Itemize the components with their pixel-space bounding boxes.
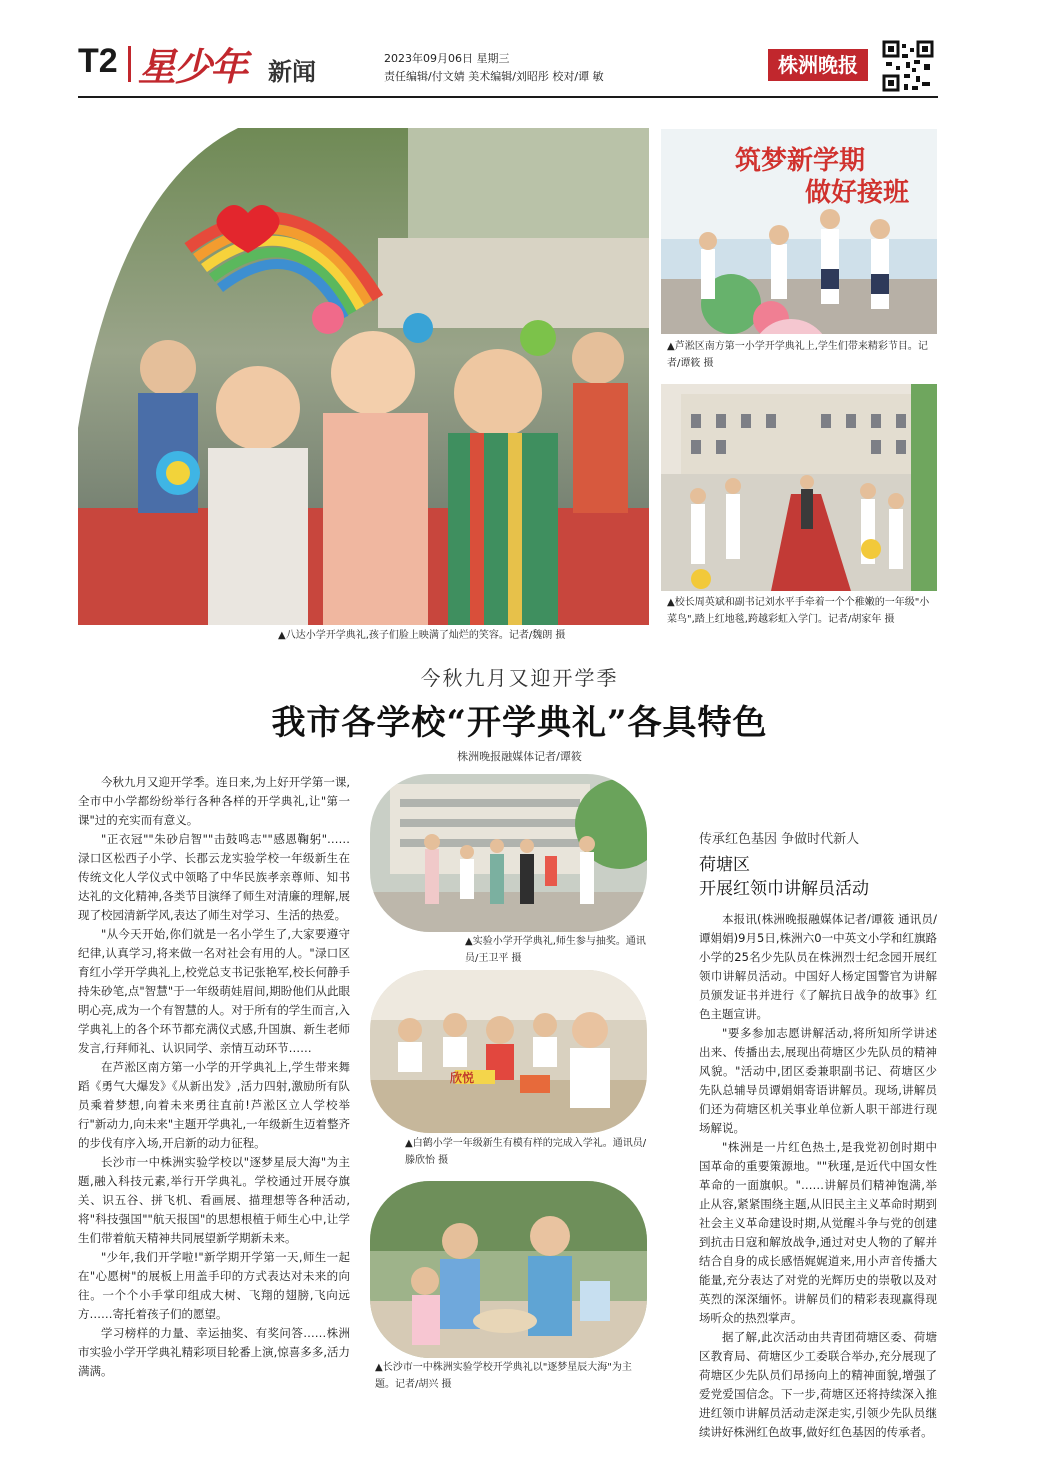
banner-line-1: 筑梦新学期 — [735, 146, 866, 176]
side-article-paragraph: 本报讯(株洲晚报融媒体记者/谭筱 通讯员/谭娟娟)9月5日,株洲六0一中英文小学和红旗路小学的25名少先队员在株洲烈士纪念园开展红领巾讲解员活动。中国好人杨定国警官为讲解员颁发证书并进行《了解抗日战争的故事》红色主题宣讲。 — [699, 912, 937, 1021]
article-headline: 我市各学校“开学典礼”各具特色 — [271, 703, 768, 743]
article-byline: 株洲晚报融媒体记者/谭筱 — [457, 750, 582, 763]
center-photo-3 — [370, 1181, 647, 1358]
center-photo-2-sign: 欣悦 — [450, 1071, 475, 1085]
top-right-caption: ▲芦淞区南方第一小学开学典礼上,学生们带来精彩节目。记者/谭筱 摄 — [667, 341, 928, 369]
section-name: 新闻 — [268, 58, 316, 86]
article-paragraph: "少年,我们开学啦!"新学期开学第一天,师生一起在"心愿树"的展板上用盖手印的方式表达对未来的向往。一个个小手掌印组成大树、飞翔的翅膀,飞向远方……寄托着孩子们的愿望。 — [78, 1250, 350, 1321]
article-paragraph: 在芦淞区南方第一小学的开学典礼上,学生带来舞蹈《勇气大爆发》《从新出发》,活力四射,激励所有队员乘着梦想,向着未来勇往直前!芦淞区立人学校举行"新动力,向未来"主题开学典礼,一年级新生迈着整齐的步伐有序入场,开启新的动力征程。 — [78, 1060, 350, 1150]
center-photo-2 — [370, 970, 647, 1133]
qr-code-icon[interactable] — [882, 40, 934, 92]
article-paragraph: 学习榜样的力量、幸运抽奖、有奖问答……株洲市实验小学开学典礼精彩项目轮番上演,惊喜多多,活力满满。 — [78, 1326, 350, 1378]
side-article-title-line2: 开展红领巾讲解员活动 — [699, 879, 869, 899]
center-photo-1 — [370, 774, 647, 932]
header-rule — [78, 96, 938, 98]
mid-right-caption: ▲校长周英斌和副书记刘水平手牵着一个个稚嫩的一年级"小菜鸟",踏上红地毯,跨越彩虹入学门。记者/胡家年 摄 — [667, 597, 930, 625]
page-label: T2 — [78, 42, 118, 80]
article-paragraph: 长沙市一中株洲实验学校以"逐梦星辰大海"为主题,融入科技元素,举行开学典礼。学校通过开展夺旗关、识五谷、拼飞机、看画展、描理想等各种活动,将"科技强国""航天报国"的思想根植于师生心中,让学生们带着航天精神共同展望新学期新未来。 — [78, 1155, 350, 1245]
brand-logo: 星少年 — [138, 45, 247, 89]
article-paragraph: "从今天开始,你们就是一名小学生了,大家要遵守纪律,认真学习,将来做一名对社会有用的人。"渌口区育红小学开学典礼上,校党总支书记张艳军,校长何静手持朱砂笔,点"智慧"于一年级萌娃眉间,期盼他们从此眼明心亮,成为一个有智慧的人。对于所有的学生而言,入学典礼上的各个环节都充满仪式感,升国旗、新生老师发言,行拜师礼、认识同学、亲情互动环节…… — [78, 927, 350, 1055]
side-article-paragraph: 据了解,此次活动由共青团荷塘区委、荷塘区教育局、荷塘区少工委联合举办,充分展现了荷塘区少先队员们昂扬向上的精神面貌,增强了爱党爱国信念。下一步,荷塘区还将持续深入推进红领巾讲解员活动走深走实,引领少先队员继续讲好株洲红色故事,做好红色基因的传承者。 — [699, 1330, 937, 1439]
article-body — [78, 773, 350, 1381]
newspaper-logo: 株洲晚报 — [768, 49, 868, 81]
mid-right-photo — [661, 384, 937, 591]
issue-date: 2023年09月06日 星期三 — [384, 52, 510, 65]
side-article-paragraph: "株洲是一片红色热土,是我党初创时期中国革命的重要策源地。""秋瑾,是近代中国女性革命的一面旗帜。"……讲解员们精神饱满,举止从容,紧紧围绕主题,从旧民主主义革命时期到社会主义革命建设时期,从觉醒斗争与党的创建到抗击日寇和解放战争,通过对史人物的了解并结合自身的成长感悟娓娓道来,用小声音传播大能量,充分表达了对党的光辉历史的崇敬以及对英烈的深深缅怀。讲解员们的精彩表现赢得现场听众的热烈掌声。 — [699, 1140, 937, 1325]
article-paragraph: "正衣冠""朱砂启智""击鼓鸣志""感恩鞠躬"……渌口区松西子小学、长郡云龙实验学校一年级新生在传统文化人学仪式中领略了中华民族孝亲尊师、知书达礼的文化精神,各类节目演绎了师生对清廉的理解,展现了校园清新学风,表达了师生对学习、生活的热爱。 — [78, 832, 350, 922]
banner-line-2: 做好接班 — [805, 178, 910, 208]
article-paragraph: 今秋九月又迎开学季。连日来,为上好开学第一课,全市中小学都纷纷举行各种各样的开学典礼,让"第一课"过的充实而有意义。 — [78, 775, 350, 827]
center-photo-1-caption: ▲实验小学开学典礼,师生参与抽奖。通讯员/王卫平 摄 — [465, 936, 646, 964]
main-photo — [78, 128, 649, 625]
main-photo-caption: ▲八达小学开学典礼,孩子们脸上映满了灿烂的笑容。记者/魏朗 摄 — [278, 630, 566, 641]
side-article-body — [699, 910, 937, 1442]
header-divider — [128, 46, 131, 82]
center-photo-3-caption: ▲长沙市一中株洲实验学校开学典礼以"逐梦星辰大海"为主题。记者/胡兴 摄 — [375, 1362, 632, 1390]
side-article-title-line1: 荷塘区 — [699, 855, 750, 875]
side-article-paragraph: "要多参加志愿讲解活动,将所知所学讲述出来、传播出去,展现出荷塘区少先队员的精神风貌。"活动中,团区委兼职副书记、荷塘区少先队总辅导员谭娟娟寄语讲解员。现场,讲解员们还为荷塘区机关事业单位新人职干部进行现场解说。 — [699, 1026, 937, 1135]
editors-line: 责任编辑/付文婧 美术编辑/刘昭彤 校对/谭 敏 — [384, 70, 604, 83]
article-kicker: 今秋九月又迎开学季 — [420, 666, 619, 690]
center-photo-2-caption: ▲白鹤小学一年级新生有模有样的完成入学礼。通讯员/滕欣怡 摄 — [405, 1138, 647, 1166]
side-article-kicker: 传承红色基因 争做时代新人 — [699, 832, 860, 847]
